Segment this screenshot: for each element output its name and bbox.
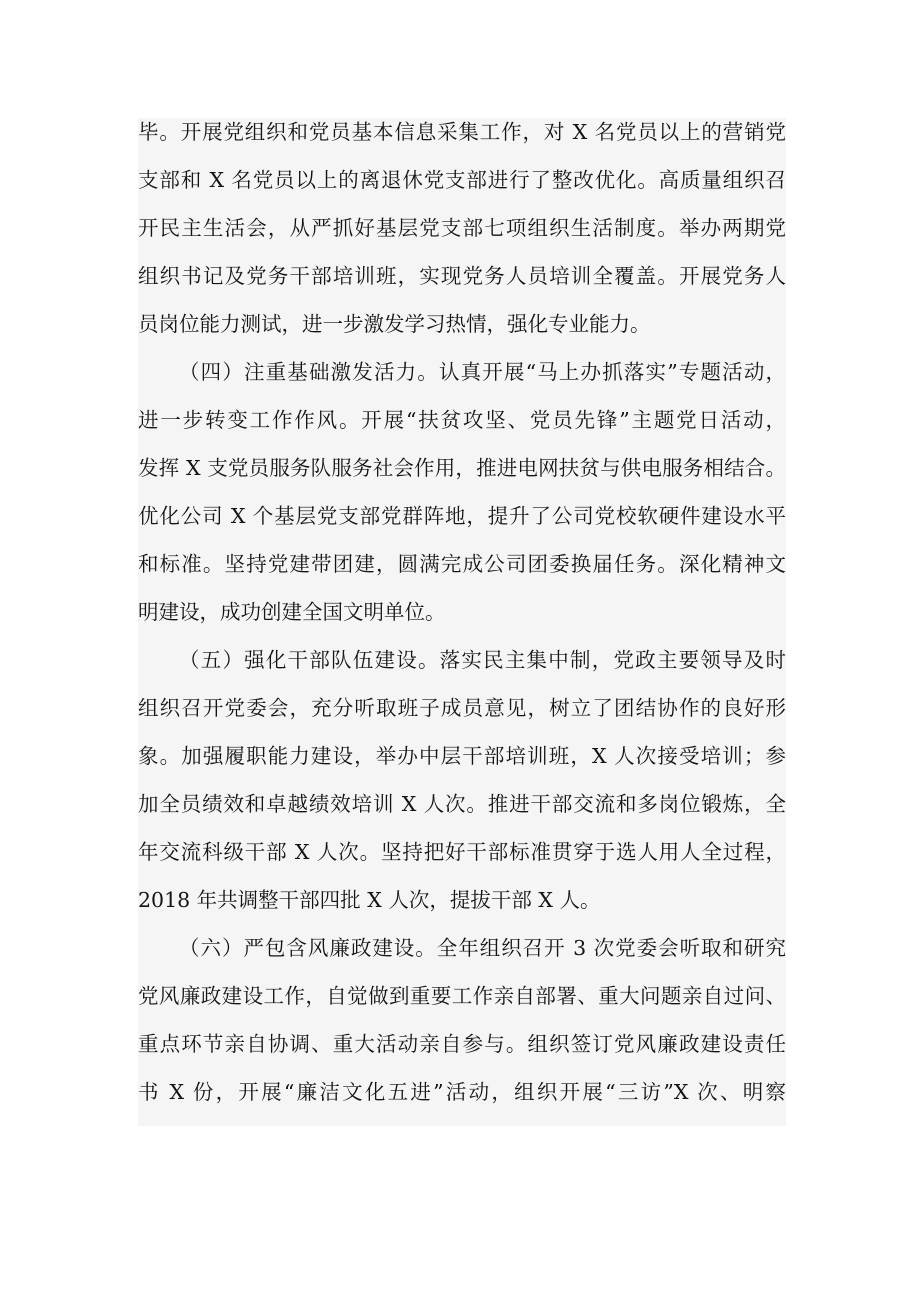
text-line: 2018 年共调整干部四批 X 人次，提拔干部 X 人。 xyxy=(138,888,601,912)
text-line: 明建设，成功创建全国文明单位。 xyxy=(138,600,446,624)
section-heading-5: （五）强化干部队伍建设。落实民主集中制，党政主要领导及时 xyxy=(179,648,786,672)
text-line: 毕。开展党组织和党员基本信息采集工作，对 X 名党员以上的营销党 xyxy=(138,120,786,144)
text-line: 书 X 份，开展“廉洁文化五进”活动，组织开展“三访”X 次、明察 xyxy=(138,1080,786,1104)
text-line: 进一步转变工作作风。开展“扶贫攻坚、党员先锋”主题党日活动， xyxy=(138,408,786,432)
text-line: 组织书记及党务干部培训班，实现党务人员培训全覆盖。开展党务人 xyxy=(138,264,786,288)
document-body xyxy=(138,118,786,1126)
section-heading-4: （四）注重基础激发活力。认真开展“马上办抓落实”专题活动， xyxy=(179,360,786,384)
text-line: 加全员绩效和卓越绩效培训 X 人次。推进干部交流和多岗位锻炼，全 xyxy=(138,792,786,816)
text-line: 开民主生活会，从严抓好基层党支部七项组织生活制度。举办两期党 xyxy=(138,216,786,240)
text-line: 员岗位能力测试，进一步激发学习热情，强化专业能力。 xyxy=(138,312,651,336)
text-line: 组织召开党委会，充分听取班子成员意见，树立了团结协作的良好形 xyxy=(138,696,786,720)
text-line: 支部和 X 名党员以上的离退休党支部进行了整改优化。高质量组织召 xyxy=(138,168,786,192)
text-line: 党风廉政建设工作，自觉做到重要工作亲自部署、重大问题亲自过问、 xyxy=(138,984,786,1008)
text-line: 发挥 X 支党员服务队服务社会作用，推进电网扶贫与供电服务相结合。 xyxy=(138,456,786,480)
section-heading-6: （六）严包含风廉政建设。全年组织召开 3 次党委会听取和研究 xyxy=(179,936,786,960)
text-line: 优化公司 X 个基层党支部党群阵地，提升了公司党校软硬件建设水平 xyxy=(138,504,786,528)
text-line: 象。加强履职能力建设，举办中层干部培训班，X 人次接受培训；参 xyxy=(138,744,786,768)
text-line: 年交流科级干部 X 人次。坚持把好干部标准贯穿于选人用人全过程， xyxy=(138,840,786,864)
text-line: 重点环节亲自协调、重大活动亲自参与。组织签订党风廉政建设责任 xyxy=(138,1032,786,1056)
text-line: 和标准。坚持党建带团建，圆满完成公司团委换届任务。深化精神文 xyxy=(138,552,786,576)
